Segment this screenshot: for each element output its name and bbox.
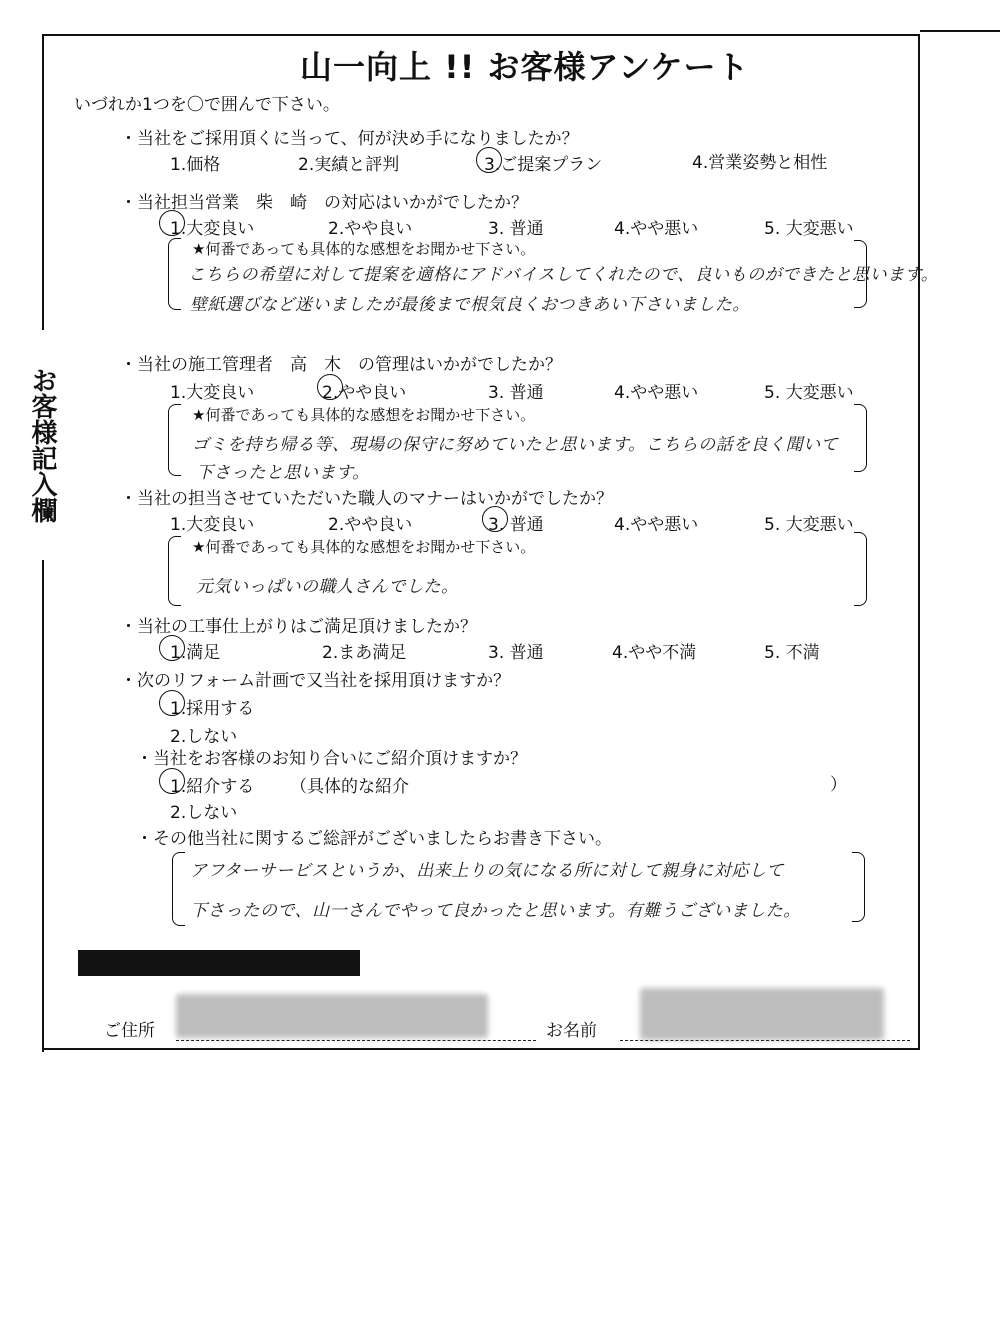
q6-question: ・次のリフォーム計画で又当社を採用頂けますか？: [120, 671, 511, 691]
q8-comment-bracket-right: [852, 852, 865, 922]
form-frame-right: [918, 34, 920, 1050]
q3-option-1[interactable]: 1.大変良い: [170, 383, 255, 403]
q3-option-5[interactable]: 5. 大変悪い: [764, 383, 854, 403]
q1-question: ・当社をご採用頂くに当って、何が決め手になりましたか？: [120, 129, 579, 149]
q2-note-prompt: ★何番であっても具体的な感想をお聞かせ下さい。: [192, 240, 536, 258]
q8-comment-line-2: 下さったので、山一さんでやって良かったと思います。有難うございました。: [190, 901, 801, 921]
q5-option-3[interactable]: 3. 普通: [488, 643, 544, 663]
sidebar-label: [24, 330, 60, 560]
q5-option-2[interactable]: 2.まあ満足: [322, 643, 407, 663]
q6-selection-circle: [159, 690, 185, 716]
corner-line: [920, 30, 1000, 32]
q2-comment-line-2: 壁紙選びなど迷いましたが最後まで根気良くおつきあい下さいました。: [190, 295, 750, 315]
name-redacted: [640, 988, 884, 1040]
q4-option-1[interactable]: 1.大変良い: [170, 515, 255, 535]
q8-comment-line-1: アフターサービスというか、出来上りの気になる所に対して親身に対応して: [190, 861, 784, 881]
q4-question: ・当社の担当させていただいた職人のマナーはいかがでしたか？: [120, 489, 613, 509]
q3-option-2[interactable]: 2.やや良い: [322, 383, 407, 403]
sidebar-text: お客様記入欄: [27, 367, 57, 523]
q2-option-2[interactable]: 2.やや良い: [328, 219, 413, 239]
q5-option-1[interactable]: 1.満足: [170, 643, 221, 663]
q4-comment-bracket-left: [168, 536, 181, 606]
instruction: いづれか1つを〇で囲んで下さい。: [74, 95, 340, 115]
q1-selection-circle: [476, 147, 502, 173]
q4-comment-line-1: 元気いっぱいの職人さんでした。: [196, 577, 459, 597]
form-bottom-border: [42, 1048, 920, 1050]
q2-option-4[interactable]: 4.やや悪い: [614, 219, 699, 239]
q3-option-3[interactable]: 3. 普通: [488, 383, 544, 403]
q5-option-5[interactable]: 5. 不満: [764, 643, 820, 663]
q1-option-4[interactable]: 4.営業姿勢と相性: [692, 153, 828, 173]
q3-comment-bracket-right: [854, 404, 867, 472]
q1-option-2[interactable]: 2.実績と評判: [298, 155, 400, 175]
q2-comment-bracket-left: [168, 238, 181, 310]
q4-selection-circle: [482, 506, 508, 532]
q4-comment-bracket-right: [854, 532, 867, 606]
q7-detail-label: （具体的な紹介: [290, 777, 409, 797]
q2-option-3[interactable]: 3. 普通: [488, 219, 544, 239]
q4-option-5[interactable]: 5. 大変悪い: [764, 515, 854, 535]
q8-comment-bracket-left: [172, 852, 185, 926]
q5-selection-circle: [159, 635, 185, 661]
page-title: 山一向上 !! お客様アンケート: [300, 48, 750, 86]
q7-question: ・当社をお客様のお知り合いにご紹介頂けますか？: [136, 749, 527, 769]
q4-option-2[interactable]: 2.やや良い: [328, 515, 413, 535]
q6-option-1[interactable]: 1.採用する: [170, 699, 255, 719]
q4-option-4[interactable]: 4.やや悪い: [614, 515, 699, 535]
q3-comment-line-2: 下さったと思います。: [196, 463, 370, 483]
q4-note-prompt: ★何番であっても具体的な感想をお聞かせ下さい。: [192, 538, 536, 556]
q3-option-4[interactable]: 4.やや悪い: [614, 383, 699, 403]
q5-question: ・当社の工事仕上がりはご満足頂けましたか？: [120, 617, 477, 637]
address-label: ご住所: [104, 1021, 155, 1041]
q1-option-3[interactable]: 3.ご提案プラン: [484, 155, 603, 175]
address-line: [176, 1040, 536, 1041]
q7-detail-close: ）: [830, 775, 847, 795]
q3-comment-bracket-left: [168, 404, 181, 476]
name-line: [620, 1040, 910, 1041]
q3-question: ・当社の施工管理者 高 木 の管理はいかがでしたか？: [120, 355, 562, 375]
name-label: お名前: [546, 1021, 597, 1041]
q8-question: ・その他当社に関するご総評がございましたらお書き下さい。: [136, 829, 612, 849]
q3-comment-line-1: ゴミを持ち帰る等、現場の保守に努めていたと思います。こちらの話を良く聞いて: [192, 435, 839, 455]
q3-selection-circle: [317, 374, 343, 400]
address-redacted: [176, 994, 488, 1038]
q2-option-1[interactable]: 1.大変良い: [170, 219, 255, 239]
q7-option-1[interactable]: 1.紹介する: [170, 777, 255, 797]
q3-note-prompt: ★何番であっても具体的な感想をお聞かせ下さい。: [192, 406, 536, 424]
q1-option-1[interactable]: 1.価格: [170, 155, 221, 175]
q5-option-4[interactable]: 4.やや不満: [612, 643, 697, 663]
q6-option-2[interactable]: 2.しない: [170, 727, 238, 747]
redacted-bar: [78, 950, 360, 976]
q7-option-2[interactable]: 2.しない: [170, 803, 238, 823]
q2-question: ・当社担当営業 柴 崎 の対応はいかがでしたか？: [120, 193, 528, 213]
q4-option-3[interactable]: 3. 普通: [488, 515, 544, 535]
q2-comment-line-1: こちらの希望に対して提案を適格にアドバイスしてくれたので、良いものができたと思います。: [188, 265, 939, 285]
q2-option-5[interactable]: 5. 大変悪い: [764, 219, 854, 239]
q2-selection-circle: [159, 210, 185, 236]
q7-selection-circle: [159, 768, 185, 794]
